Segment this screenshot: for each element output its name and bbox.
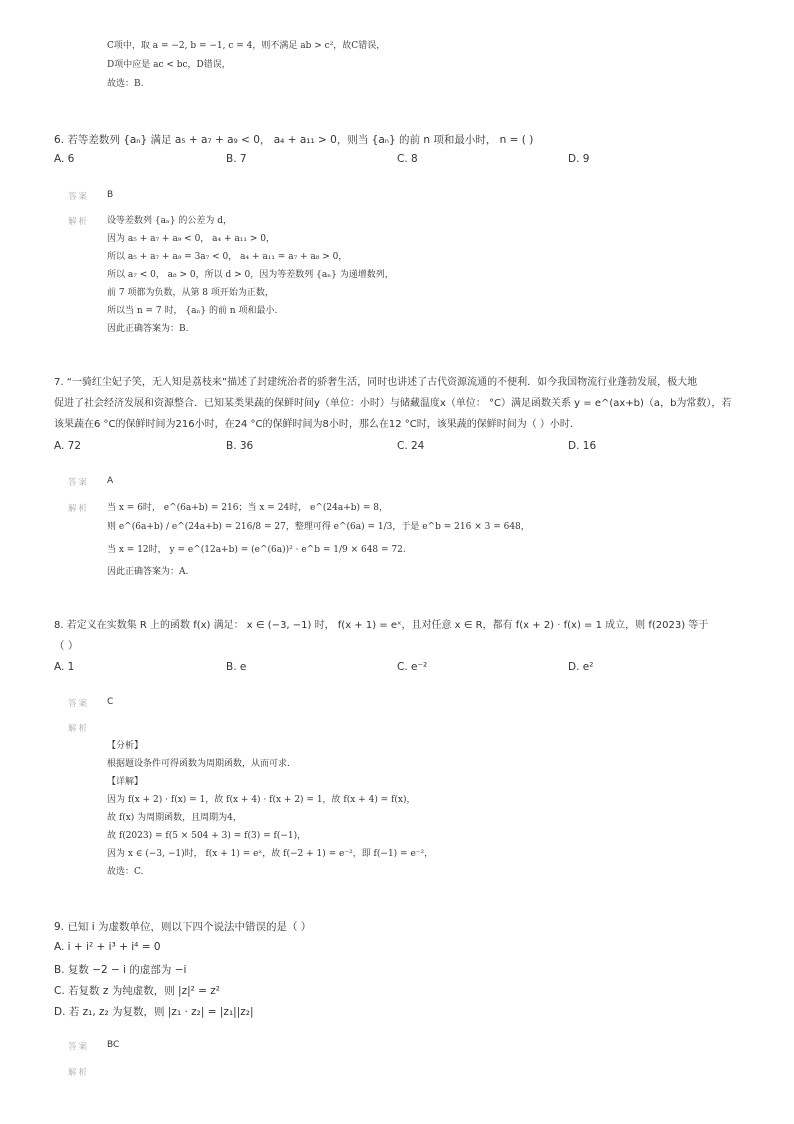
analysis-label: 解析 [68,504,90,514]
analysis-line: 所以当 n = 7 时， {aₙ} 的前 n 项和最小. [107,306,278,316]
option-d: D. 9 [568,153,590,165]
analysis-line: 所以 a₅ + a₇ + a₉ = 3a₇ < 0， a₄ + a₁₁ = a₇ + a₈ > 0， [107,252,348,262]
analysis-line: 【详解】 [107,777,144,787]
analysis-label: 解析 [68,1068,90,1078]
option-b: B. 7 [226,153,247,165]
question-stem-line: 促进了社会经济发展和资源整合．已知某类果蔬的保鲜时间y（单位：小时）与储藏温度x（单位： °C）满足函数关系 y = e^(ax+b)（a，b为常数），若 [54,398,732,409]
answer-label: 答案 [68,192,90,202]
analysis-line: 因为 x ∈ (−3, −1)时， f(x + 1) = eˣ，故 f(−2 + 1) = e⁻²，即 f(−1) = e⁻²， [107,849,434,859]
prev-line: 故选：B. [107,79,144,89]
analysis-line: 【分析】 [107,741,144,751]
analysis-line: 当 x = 12时， y = e^(12a+b) = (e^(6a))² · e^b = 1/9 × 648 = 72. [107,545,406,555]
analysis-line: 当 x = 6时， e^(6a+b) = 216；当 x = 24时， e^(24a+b) = 8， [107,503,389,513]
analysis-line: 故选：C. [107,867,144,877]
option-b: B. 36 [226,440,254,452]
answer-value: C [107,697,114,707]
answer-value: B [107,190,114,200]
analysis-line: 设等差数列 {aₙ} 的公差为 d， [107,216,233,226]
answer-value: A [107,476,114,486]
option-a: A. i + i² + i³ + i⁴ = 0 [54,941,161,953]
option-c: C. 若复数 z 为纯虚数，则 |z|² = z² [54,985,221,997]
option-d: D. 16 [568,440,597,452]
analysis-line: 因此正确答案为：B. [107,324,189,334]
option-c: C. 8 [397,153,418,165]
prev-line: C项中，取 a = −2, b = −1, c = 4，则不满足 ab > c²，故C错误， [107,41,386,51]
analysis-line: 所以 a₇ < 0， a₈ > 0，所以 d > 0，因为等差数列 {aₙ} 为递增数列， [107,270,394,280]
question-stem: 6. 若等差数列 {aₙ} 满足 a₅ + a₇ + a₉ < 0， a₄ + a₁₁ > 0，则当 {aₙ} 的前 n 项和最小时， n = ( ) [54,134,534,146]
analysis-line: 根据题设条件可得函数为周期函数，从而可求. [107,759,290,769]
question-stem: 9. 已知 i 为虚数单位，则以下四个说法中错误的是（ ） [54,921,312,933]
analysis-line: 故 f(2023) = f(5 × 504 + 3) = f(3) = f(−1)， [107,831,307,841]
answer-value: BC [107,1040,120,1050]
question-stem-line: （ ） [54,640,79,652]
option-d: D. 若 z₁, z₂ 为复数，则 |z₁ · z₂| = |z₁||z₂| [54,1006,254,1018]
prev-line: D项中应是 ac < bc，D错误， [107,60,231,70]
question-stem-line: 该果蔬在6 °C的保鲜时间为216小时，在24 °C的保鲜时间为8小时，那么在12 °C时，该果蔬的保鲜时间为（ ）小时． [54,419,580,430]
analysis-line: 故 f(x) 为周期函数，且周期为4， [107,813,242,823]
analysis-label: 解析 [68,724,90,734]
question-stem-line: 7. “一骑红尘妃子笑，无人知是荔枝来”描述了封建统治者的骄奢生活，同时也讲述了古代资源流通的不便利．如今我国物流行业蓬勃发展，极大地 [54,377,698,388]
option-c: C. 24 [397,440,425,452]
analysis-line: 因为 a₅ + a₇ + a₉ < 0， a₄ + a₁₁ > 0， [107,234,275,244]
answer-label: 答案 [68,1042,90,1052]
option-a: A. 6 [54,153,75,165]
option-a: A. 1 [54,661,75,673]
analysis-label: 解析 [68,217,90,227]
answer-label: 答案 [68,478,90,488]
analysis-line: 因为 f(x + 2) · f(x) = 1，故 f(x + 4) · f(x + 2) = 1，故 f(x + 4) = f(x)， [107,795,416,805]
option-d: D. e² [568,661,594,673]
option-c: C. e⁻² [397,661,428,673]
question-stem-line: 8. 若定义在实数集 R 上的函数 f(x) 满足： x ∈ (−3, −1) 时， f(x + 1) = eˣ，且对任意 x ∈ R，都有 f(x + 2) · f(x) = 1 成立，则 f(2023) 等于 [54,620,709,631]
analysis-line: 因此正确答案为：A. [107,567,189,577]
answer-label: 答案 [68,699,90,709]
analysis-line: 则 e^(6a+b) / e^(24a+b) = 216/8 = 27，整理可得 e^(6a) = 1/3，于是 e^b = 216 × 3 = 648， [107,522,530,532]
analysis-line: 前 7 项都为负数，从第 8 项开始为正数， [107,288,274,298]
option-b: B. e [226,661,247,673]
option-b: B. 复数 −2 − i 的虚部为 −i [54,964,187,976]
option-a: A. 72 [54,440,82,452]
